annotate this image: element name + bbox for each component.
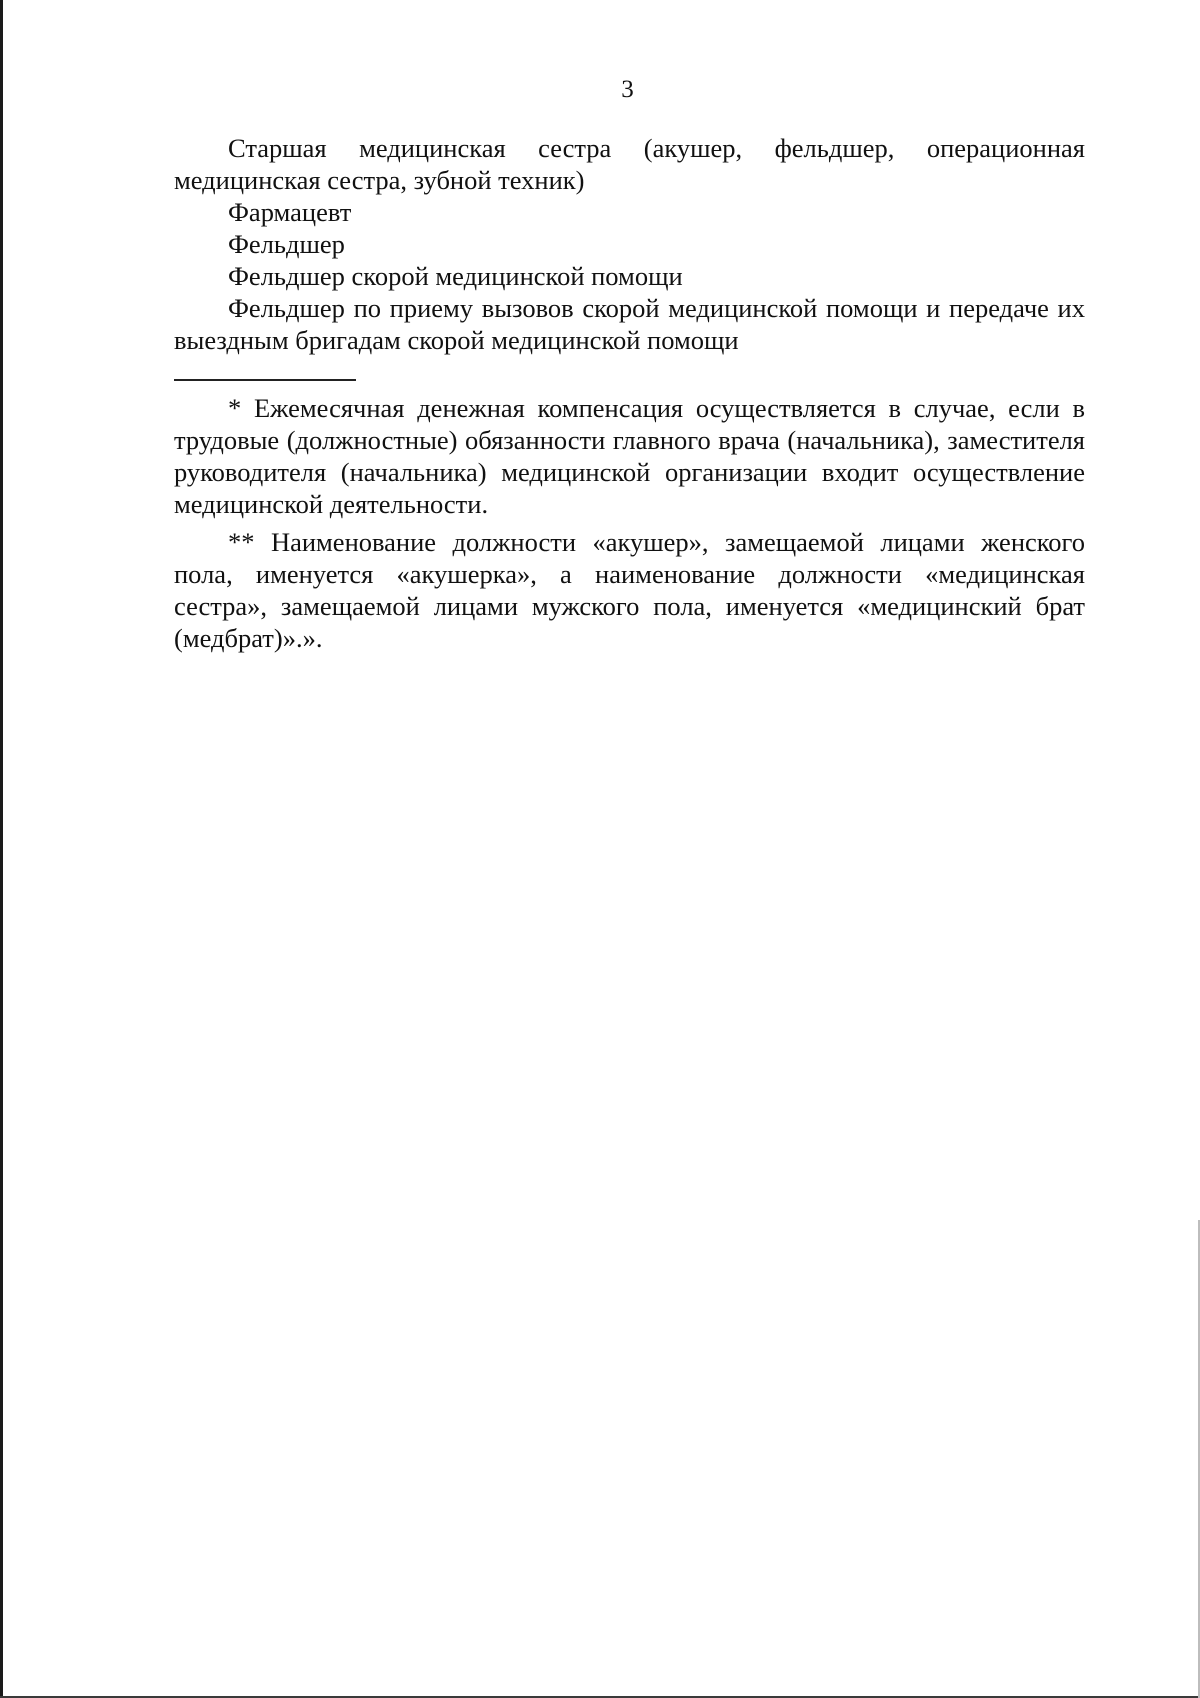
position-item: Старшая медицинская сестра (акушер, фельдшер, операционная медицинская сестра, зубной техник): [174, 133, 1085, 195]
document-body: [174, 132, 1085, 654]
footnote-separator: [174, 379, 356, 381]
footnote: ** Наименование должности «акушер», замещаемой лицами женского пола, именуется «акушерка», а наименование должности «медицинская сестра», замещаемой лицами мужского пола, именуется «медицинский брат (медбрат)».».: [174, 527, 1085, 653]
position-item: Фармацевт: [228, 197, 352, 227]
page-number: 3: [621, 76, 634, 103]
footnote: * Ежемесячная денежная компенсация осуществляется в случае, если в трудовые (должностные) обязанности главного врача (начальника), заместителя руководителя (начальника) медицинской организации входит осуществление медицинской деятельности.: [174, 393, 1085, 519]
position-item: Фельдшер: [228, 229, 345, 259]
scan-edge-left: [0, 0, 3, 1698]
position-item: Фельдшер скорой медицинской помощи: [228, 261, 683, 291]
position-item: Фельдшер по приему вызовов скорой медицинской помощи и передаче их выездным бригадам скорой медицинской помощи: [174, 293, 1085, 355]
